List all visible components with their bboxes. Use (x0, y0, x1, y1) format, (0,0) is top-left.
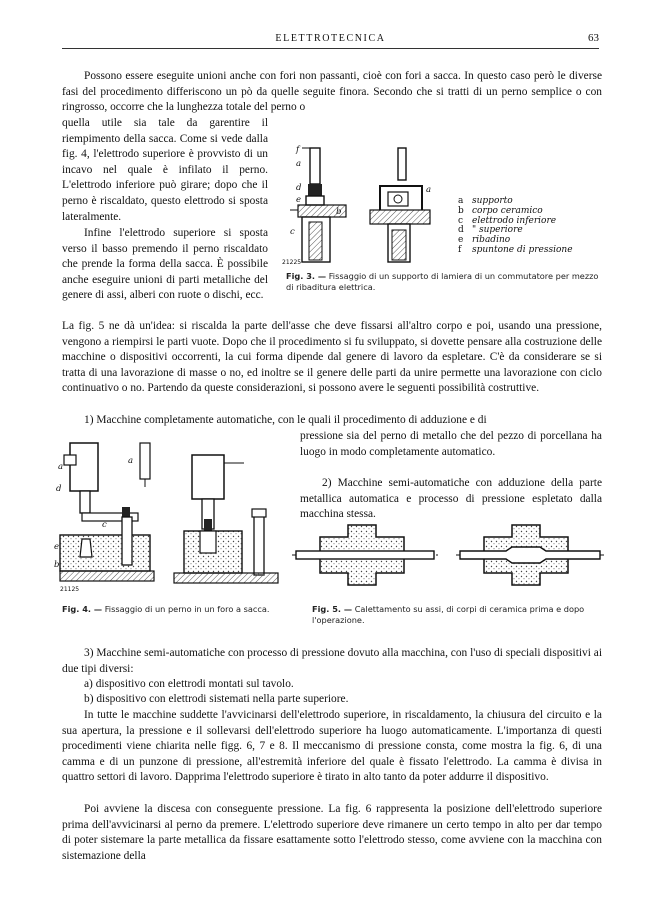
figure-3-svg (280, 140, 458, 268)
figure-4-caption-text: Fissaggio di un perno in un foro a sacca. (104, 604, 270, 614)
figure-5-drawing (290, 515, 608, 597)
paragraph-4: In tutte le macchine suddette l'avvicinarsi dell'elettrodo superiore, in riscaldamento, la chiusura del circuito e la sua apertura, la pressione e il sollevarsi dell'elettrodo superiore ha luogo automaticamente. L'importanza di questi procedimenti viene chiarita nelle figg. 6, 7 e 8. Il meccanismo di pressione consta, come mostra la fig. 6, di una camma e di un punzone di pressione, all'estremità inferiore del quale è fissato l'elettrodo. La camma è divisa in quattro settori di lavoro. Dapprima l'elettrodo superiore è tirato in alto tanto da poter addurre il dispositivo. (62, 709, 602, 784)
list-item-1: 1) Macchine completamente automatiche, con le quali il procedimento di adduzione e di (84, 414, 487, 426)
figure-3-drawing (280, 140, 458, 268)
fig4-label-d: d (56, 484, 62, 494)
fig4-label-b: b (54, 560, 60, 570)
fig3-label-a: a (296, 159, 302, 169)
legend-text: ribadino (472, 235, 511, 246)
figure-4-drawing (52, 435, 290, 595)
legend-text: elettrodo inferiore (472, 215, 557, 226)
fig3-stamp: 21225 (282, 259, 302, 266)
fig3-label-e: e (296, 195, 302, 205)
paragraph-2-narrow: Infine l'elettrodo superiore si sposta verso il basso premendo il perno riscaldato che prende la forma della sacca. È possibile anche eseguire unioni di parti metalliche del genere di assi, alberi con ruote o dischi, ecc. (62, 227, 268, 302)
legend-key: c (458, 215, 464, 226)
list-item-3a: a) dispositivo con elettrodi montati sul tavolo. (84, 678, 294, 690)
fig4-label-a-top: a (128, 456, 134, 466)
figure-5-svg (290, 515, 608, 597)
figure-3-caption-lead: Fig. 3. — (286, 271, 327, 281)
paragraph-1-wide: Possono essere eseguite unioni anche con fori non passanti, cioè con fori a sacca. In questo caso però le diverse fasi del procedimento differiscono un pò da quelle seguite finora. Secondo che si tratti di un perno semplice o con ringrosso, occorre che la lunghezza totale del perno o (62, 70, 602, 114)
legend-key: d (458, 225, 464, 236)
figure-4-caption-lead: Fig. 4. — (62, 604, 103, 614)
figure-3-caption (286, 271, 604, 292)
list-item-3b: b) dispositivo con elettrodi sistemati nella parte superiore. (84, 693, 349, 705)
fig3-label-c: c (290, 227, 295, 237)
figure-4-svg (52, 435, 290, 595)
legend-key: e (458, 235, 464, 246)
legend-key: b (458, 205, 464, 216)
fig3-label-d: d (296, 183, 302, 193)
figure-3-caption-text: Fissaggio di un supporto di lamiera di un commutatore per mezzo di ribaditura elettrica. (286, 271, 599, 292)
fig4-label-e: e (54, 542, 60, 552)
legend-key: f (458, 244, 462, 255)
legend-row (458, 246, 608, 256)
legend-text: " superiore (472, 225, 523, 236)
list-item-1-continued: pressione sia del perno di metallo che del pezzo di porcellana ha luogo in modo completamente automatico. (300, 430, 602, 458)
legend-key: a (458, 196, 464, 206)
header-rule (62, 48, 599, 49)
fig3-label-a-right: a (426, 185, 432, 195)
fig4-stamp: 21125 (60, 586, 80, 593)
list-item-2: 2) Macchine semi-automatiche con adduzione della parte metallica automatica e processo di pressione espletato dalla macchina stessa. (300, 477, 602, 521)
legend-text: corpo ceramico (472, 205, 543, 216)
figure-3-legend (458, 197, 608, 256)
legend-text: spuntone di pressione (472, 244, 573, 255)
fig3-label-f: f (296, 145, 300, 155)
list-item-3: 3) Macchine semi-automatiche con processo di pressione dovuto alla macchina, con l'uso di speciali dispositivi ai due tipi diversi: (62, 647, 602, 675)
fig3-label-b: b (336, 207, 342, 217)
fig4-label-c: c (102, 520, 107, 530)
figure-4-caption (62, 604, 284, 615)
page-number: 63 (588, 32, 599, 44)
figure-5-caption (312, 604, 608, 625)
fig4-label-a: a (58, 462, 64, 472)
legend-text: supporto (472, 196, 513, 206)
figure-5-caption-text: Calettamento su assi, di corpi di ceramica prima e dopo l'operazione. (312, 604, 585, 625)
paragraph-2-wide: La fig. 5 ne dà un'idea: si riscalda la parte dell'asse che deve fissarsi all'altro corpo e poi, usando una pressione, vengono a riempirsi le parti vuote. Dopo che il procedimento si fu sviluppato, si dovette pensare alla costruzione delle macchine o dispositivi occorrenti, la cui forma dipende dal genere di lavoro da espletare. C'è da considerare se si tratta di una lavorazione di masse o no, ed inoltre se il genere delle parti da unire permette una lavorazione con ciclo continuativo o no. Partendo da queste considerazioni, si possono avere le seguenti possibilità costruttive. (62, 320, 602, 395)
figure-5-caption-lead: Fig. 5. — (312, 604, 353, 614)
paragraph-1-narrow: quella utile sia tale da garentire il riempimento della sacca. Come si vede dalla fig. 4, l'elettrodo superiore è provvisto di un incavo nel quale è infilato il perno. L'elettrodo inferiore può girare; dopo che il perno è riscaldato, questo elettrodo si sposta lateralmente. (62, 117, 268, 223)
running-header: ELETTROTECNICA (275, 33, 386, 44)
paragraph-5: Poi avviene la discesa con conseguente pressione. La fig. 6 rappresenta la posizione dell'elettrodo superiore prima dell'avvicinarsi al perno da premere. L'elettrodo superiore deve rimanere un certo tempo in alto per dar tempo di poter sistemare la parte metallica da fissare esattamente sotto l'elettrodo stesso, come avviene con la macchina con sistemazione della (62, 803, 602, 862)
